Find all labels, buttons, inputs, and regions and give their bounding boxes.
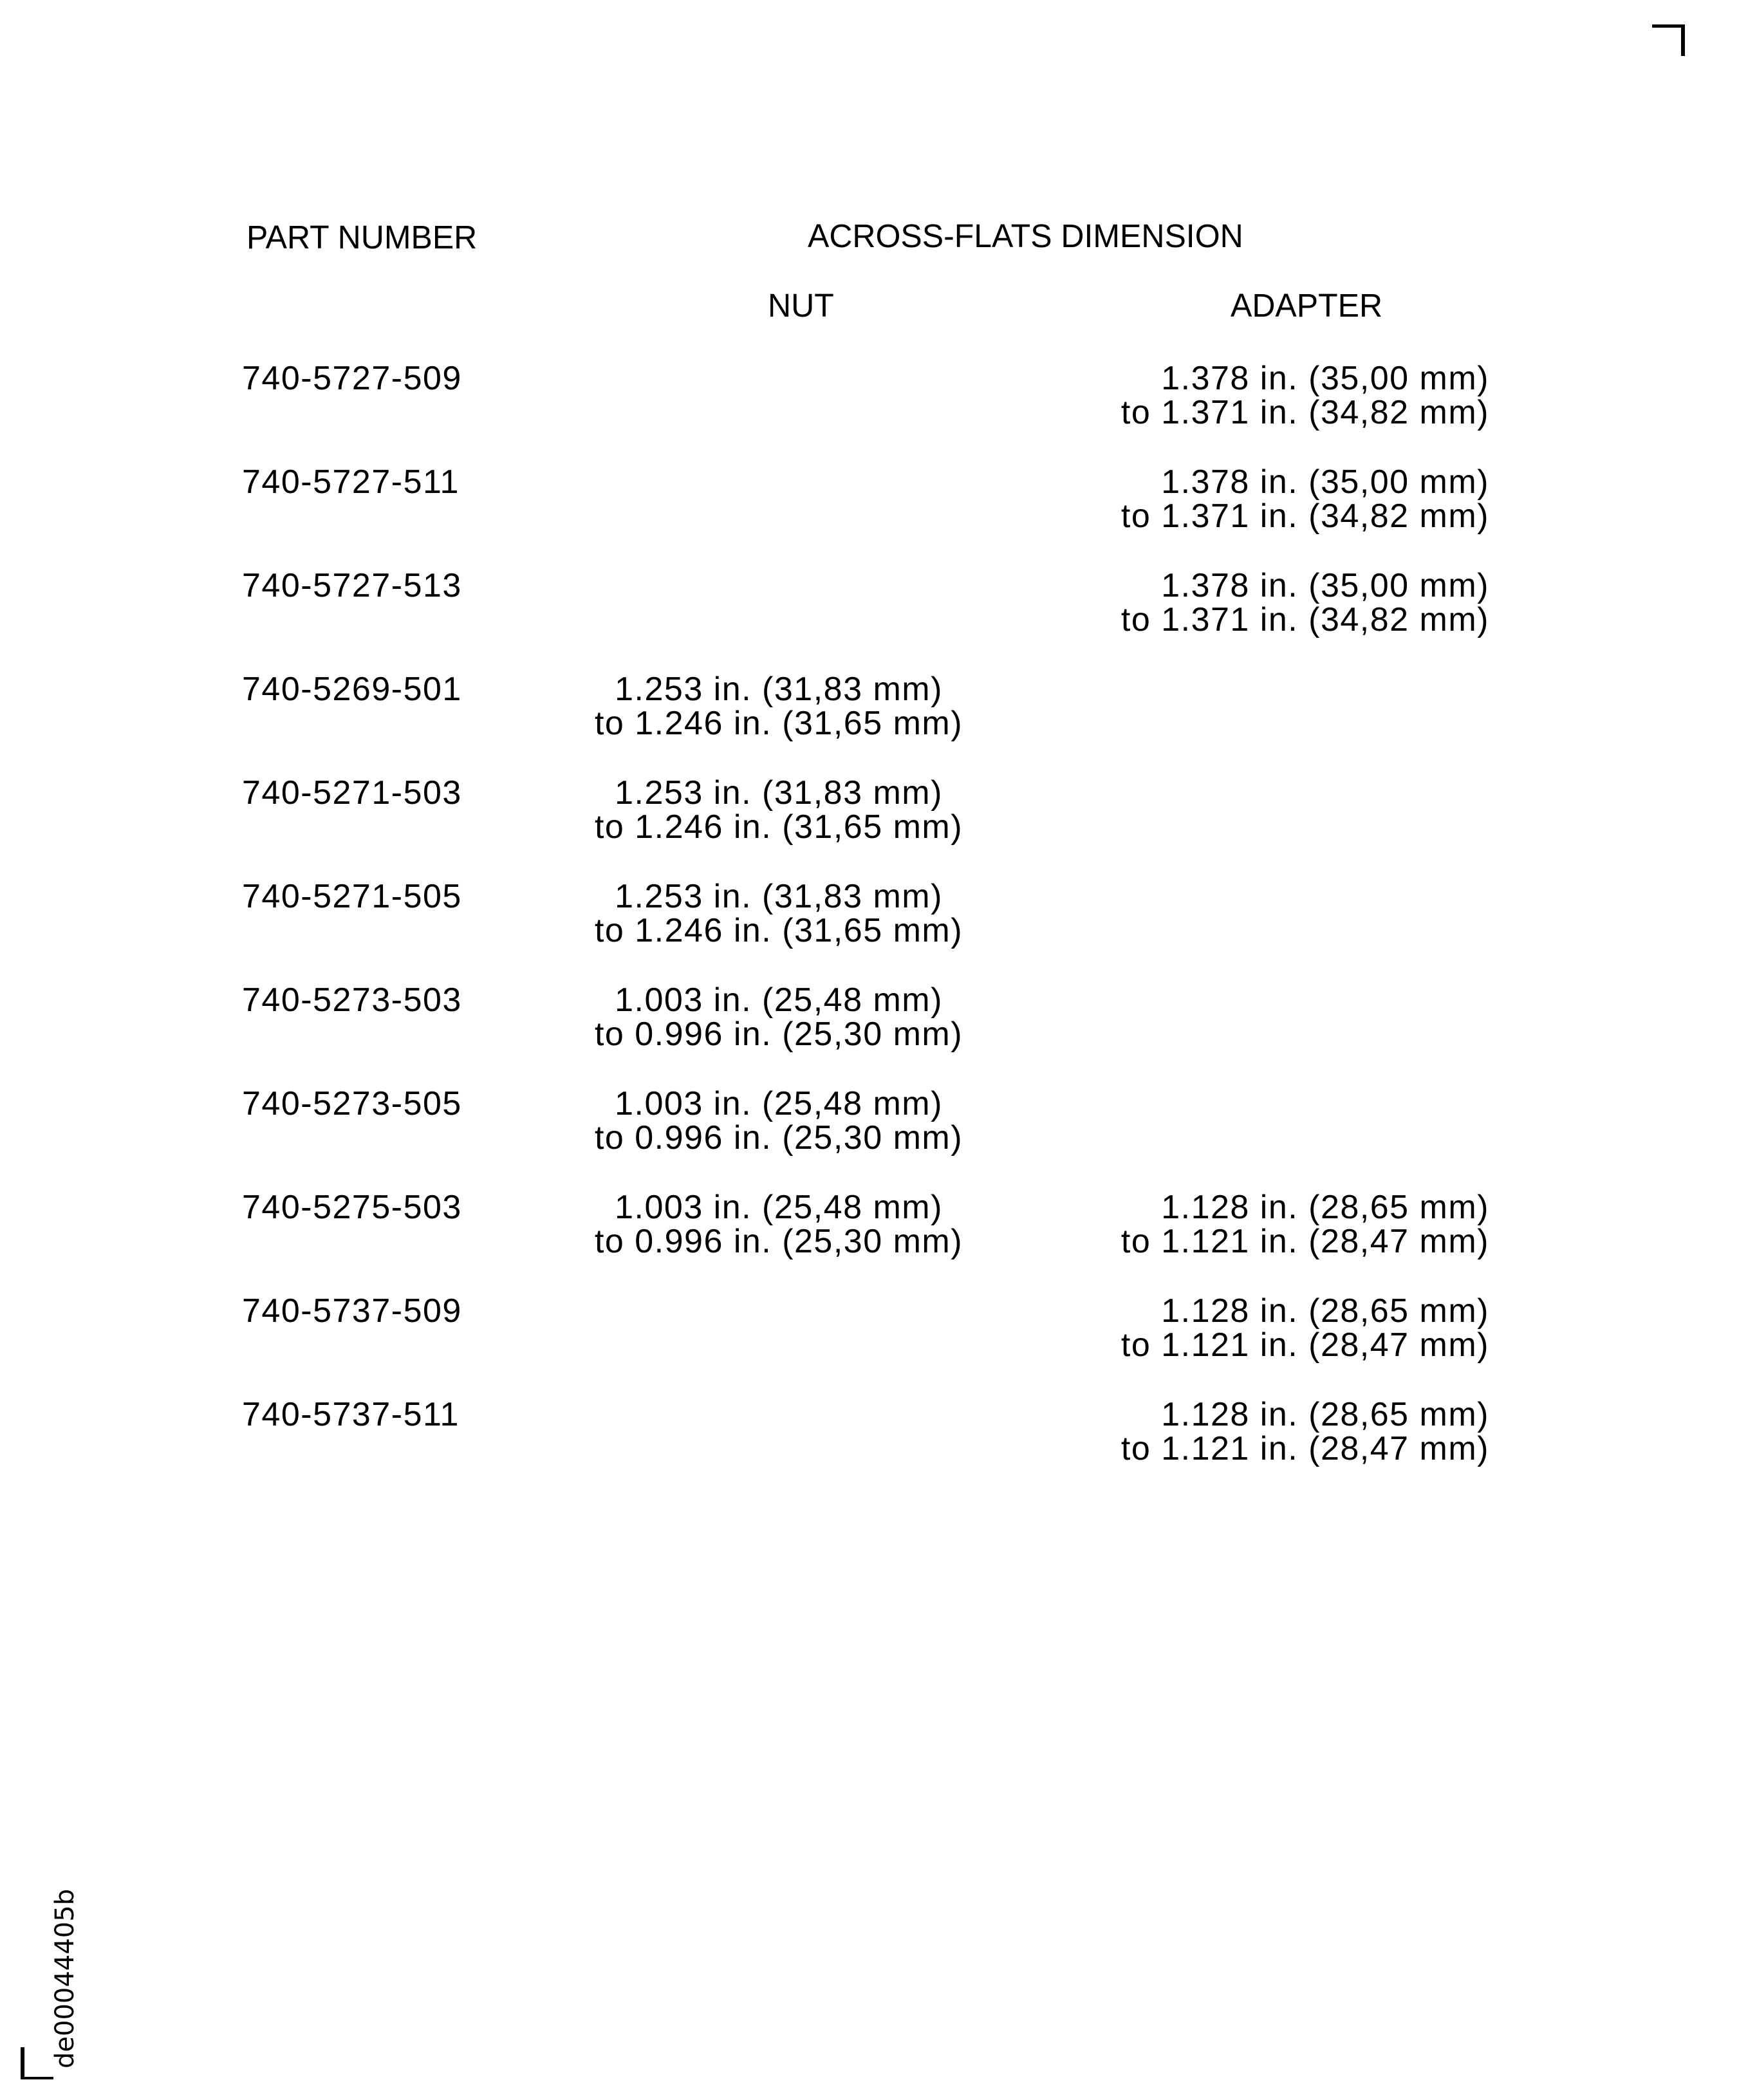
table-row	[0, 983, 1757, 1054]
adapter-max-value: 1.128 in. (28,65 mm)	[1161, 1292, 1489, 1330]
header-nut: NUT	[768, 287, 834, 324]
adapter-max-value: 1.378 in. (35,00 mm)	[1161, 360, 1489, 397]
table-row	[0, 465, 1757, 536]
header-part-number: PART NUMBER	[246, 219, 478, 256]
nut-max-value: 1.253 in. (31,83 mm)	[615, 878, 943, 915]
part-number-cell: 740-5727-509	[242, 360, 462, 397]
nut-max-value: 1.253 in. (31,83 mm)	[615, 671, 943, 708]
crop-mark-bottom-left-icon	[21, 2047, 53, 2079]
table-row	[0, 673, 1757, 743]
adapter-max-value: 1.378 in. (35,00 mm)	[1161, 463, 1489, 501]
nut-min-value: to 0.996 in. (25,30 mm)	[594, 1016, 963, 1053]
part-number-cell: 740-5737-511	[242, 1396, 460, 1433]
adapter-dimension-cell	[1039, 569, 1489, 637]
table-row	[0, 880, 1757, 951]
nut-dimension-cell	[566, 1191, 991, 1259]
part-number-cell: 740-5737-509	[242, 1292, 462, 1330]
figure-id-label: de00044405b	[50, 1889, 80, 2068]
part-number-cell: 740-5273-505	[242, 1085, 462, 1122]
nut-max-value: 1.003 in. (25,48 mm)	[615, 981, 943, 1019]
nut-max-value: 1.253 in. (31,83 mm)	[615, 774, 943, 812]
adapter-min-value: to 1.121 in. (28,47 mm)	[1120, 1223, 1489, 1260]
nut-dimension-cell	[566, 673, 991, 741]
adapter-min-value: to 1.121 in. (28,47 mm)	[1120, 1326, 1489, 1364]
table-row	[0, 1191, 1757, 1261]
nut-min-value: to 1.246 in. (31,65 mm)	[594, 808, 963, 846]
adapter-max-value: 1.128 in. (28,65 mm)	[1161, 1189, 1489, 1226]
nut-min-value: to 1.246 in. (31,65 mm)	[594, 705, 963, 742]
part-number-cell: 740-5269-501	[242, 671, 462, 708]
nut-min-value: to 0.996 in. (25,30 mm)	[594, 1119, 963, 1157]
nut-max-value: 1.003 in. (25,48 mm)	[615, 1189, 943, 1226]
adapter-dimension-cell	[1039, 362, 1489, 430]
table-row	[0, 1294, 1757, 1365]
adapter-min-value: to 1.371 in. (34,82 mm)	[1120, 394, 1489, 431]
part-number-cell: 740-5727-513	[242, 567, 462, 604]
nut-min-value: to 1.246 in. (31,65 mm)	[594, 912, 963, 949]
nut-min-value: to 0.996 in. (25,30 mm)	[594, 1223, 963, 1260]
table-row	[0, 776, 1757, 847]
table-row	[0, 1087, 1757, 1158]
adapter-min-value: to 1.121 in. (28,47 mm)	[1120, 1430, 1489, 1467]
part-number-cell: 740-5271-505	[242, 878, 462, 915]
nut-dimension-cell	[566, 776, 991, 844]
adapter-dimension-cell	[1039, 1294, 1489, 1362]
nut-max-value: 1.003 in. (25,48 mm)	[615, 1085, 943, 1122]
nut-dimension-cell	[566, 983, 991, 1052]
adapter-max-value: 1.378 in. (35,00 mm)	[1161, 567, 1489, 604]
table-row	[0, 1398, 1757, 1469]
table-row	[0, 362, 1757, 432]
part-number-cell: 740-5275-503	[242, 1189, 462, 1226]
adapter-min-value: to 1.371 in. (34,82 mm)	[1120, 601, 1489, 638]
header-adapter: ADAPTER	[1231, 287, 1383, 324]
header-across-flats-dimension: ACROSS-FLATS DIMENSION	[808, 218, 1243, 254]
nut-dimension-cell	[566, 880, 991, 948]
part-number-cell: 740-5273-503	[242, 981, 462, 1019]
adapter-dimension-cell	[1039, 1191, 1489, 1259]
adapter-dimension-cell	[1039, 1398, 1489, 1466]
part-number-cell: 740-5271-503	[242, 774, 462, 812]
table-row	[0, 569, 1757, 640]
part-number-cell: 740-5727-511	[242, 463, 460, 501]
adapter-max-value: 1.128 in. (28,65 mm)	[1161, 1396, 1489, 1433]
nut-dimension-cell	[566, 1087, 991, 1155]
adapter-dimension-cell	[1039, 465, 1489, 534]
crop-mark-top-right-icon	[1652, 24, 1685, 56]
adapter-min-value: to 1.371 in. (34,82 mm)	[1120, 497, 1489, 535]
